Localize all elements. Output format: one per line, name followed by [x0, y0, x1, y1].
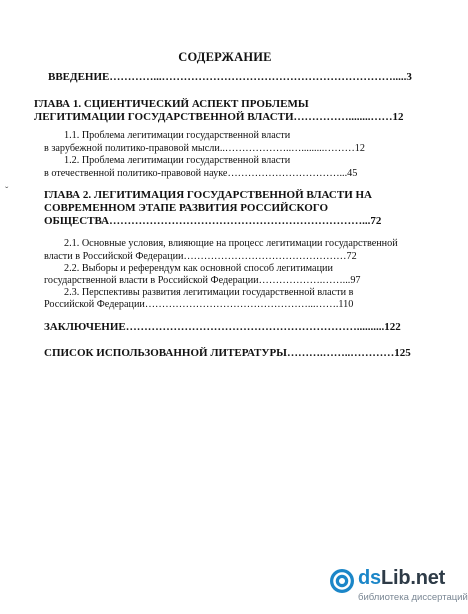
toc-chapter2-line1: ГЛАВА 2. ЛЕГИТИМАЦИЯ ГОСУДАРСТВЕННОЙ ВЛАСТИ НА: [44, 189, 372, 201]
margin-mark: ˇ: [5, 186, 9, 197]
toc-chapter2-line2: СОВРЕМЕННОМ ЭТАПЕ РАЗВИТИЯ РОССИЙСКОГО: [44, 202, 329, 214]
toc-section-1-2-line1: 1.2. Проблема легитимации государственной власти: [64, 155, 291, 166]
dslib-tagline: библиотека диссертаций: [358, 592, 468, 603]
toc-chapter2-line3: ОБЩЕСТВА……………………………………………………………...72: [44, 215, 382, 227]
toc-entry-bibliography: СПИСОК ИСПОЛЬЗОВАННОЙ ЛИТЕРАТУРЫ……….……..…………125: [44, 347, 411, 359]
toc-section-2-1-line1: 2.1. Основные условия, влияющие на процесс легитимации государственной: [64, 238, 398, 249]
dslib-brand: dsLib.net: [358, 567, 446, 589]
toc-section-2-2-line2: государственной власти в Российской Федерации……………….……...97: [44, 275, 361, 286]
dslib-watermark[interactable]: [329, 567, 468, 607]
toc-section-1-1-line1: 1.1. Проблема легитимации государственной власти: [64, 130, 291, 141]
toc-section-2-3-line1: 2.3. Перспективы развития легитимации государственной власти в: [64, 287, 354, 298]
toc-section-2-1-line2: власти в Российской Федерации…………………………………………72: [44, 251, 357, 262]
dslib-logo-icon: [329, 568, 355, 594]
toc-section-2-2-line1: 2.2. Выборы и референдум как основной способ легитимации: [64, 263, 333, 274]
toc-chapter1-line2: ЛЕГИТИМАЦИИ ГОСУДАРСТВЕННОЙ ВЛАСТИ……………........……12: [34, 111, 404, 123]
toc-title: СОДЕРЖАНИЕ: [178, 50, 272, 64]
toc-section-2-3-line2: Российской Федерации…………………………………………...…….110: [44, 299, 354, 310]
toc-chapter1-line1: ГЛАВА 1. СЦИЕНТИЧЕСКИЙ АСПЕКТ ПРОБЛЕМЫ: [34, 98, 309, 110]
toc-entry-intro: ВВЕДЕНИЕ…………...……………………………………………………….....3: [48, 71, 412, 83]
toc-section-1-2-line2: в отечественной политико-правовой науке……………………………...45: [44, 168, 358, 179]
toc-entry-conclusion: ЗАКЛЮЧЕНИЕ………………………………………………………..........122: [44, 321, 401, 333]
toc-section-1-1-line2: в зарубежной политико-правовой мысли..………………..….........………12: [44, 143, 365, 154]
